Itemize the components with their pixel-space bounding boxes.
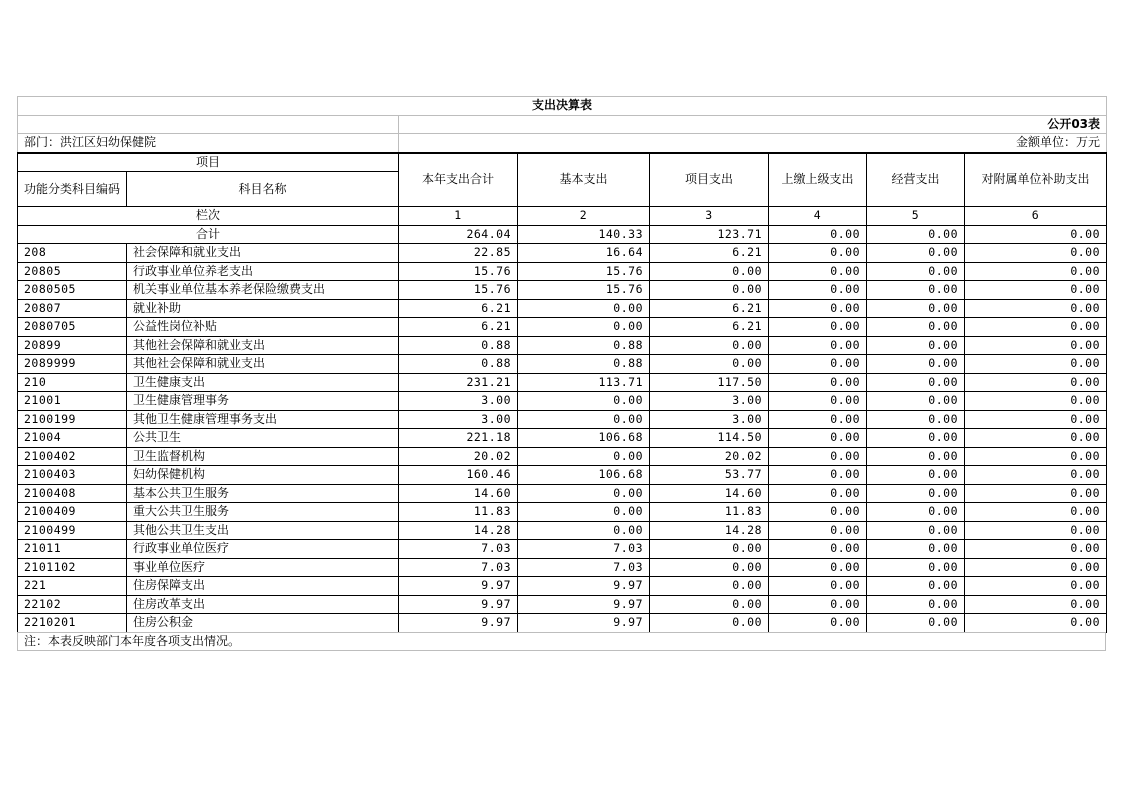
row-name: 其他公共卫生支出 bbox=[127, 521, 399, 540]
row-value: 0.88 bbox=[518, 355, 650, 374]
row-value: 0.00 bbox=[769, 558, 867, 577]
header-col-2: 基本支出 bbox=[518, 153, 650, 207]
row-value: 6.21 bbox=[399, 318, 518, 337]
row-value: 0.00 bbox=[650, 540, 769, 559]
row-name: 就业补助 bbox=[127, 299, 399, 318]
row-value: 0.00 bbox=[769, 503, 867, 522]
row-value: 0.00 bbox=[965, 244, 1107, 263]
table-row bbox=[18, 392, 1107, 411]
row-code: 2101102 bbox=[18, 558, 127, 577]
row-value: 0.00 bbox=[965, 262, 1107, 281]
row-value: 20.02 bbox=[399, 447, 518, 466]
table-row bbox=[18, 484, 1107, 503]
row-value: 16.64 bbox=[518, 244, 650, 263]
row-value: 14.60 bbox=[399, 484, 518, 503]
row-code: 2100199 bbox=[18, 410, 127, 429]
row-value: 0.00 bbox=[769, 521, 867, 540]
table-row bbox=[18, 299, 1107, 318]
row-value: 0.00 bbox=[650, 577, 769, 596]
row-value: 0.00 bbox=[965, 410, 1107, 429]
row-value: 9.97 bbox=[399, 614, 518, 633]
row-value: 0.00 bbox=[965, 484, 1107, 503]
row-value: 9.97 bbox=[399, 577, 518, 596]
row-value: 0.00 bbox=[965, 577, 1107, 596]
row-value: 0.00 bbox=[965, 373, 1107, 392]
header-col-3: 项目支出 bbox=[650, 153, 769, 207]
row-name: 住房改革支出 bbox=[127, 595, 399, 614]
row-name: 卫生监督机构 bbox=[127, 447, 399, 466]
header-col-6: 对附属单位补助支出 bbox=[965, 153, 1107, 207]
row-code: 21001 bbox=[18, 392, 127, 411]
row-value: 11.83 bbox=[399, 503, 518, 522]
row-value: 9.97 bbox=[518, 595, 650, 614]
table-row bbox=[18, 281, 1107, 300]
row-value: 14.60 bbox=[650, 484, 769, 503]
row-value: 0.00 bbox=[965, 336, 1107, 355]
row-code: 210 bbox=[18, 373, 127, 392]
row-value: 3.00 bbox=[399, 410, 518, 429]
row-value: 0.00 bbox=[965, 299, 1107, 318]
total-value: 0.00 bbox=[769, 225, 867, 244]
row-value: 0.00 bbox=[867, 355, 965, 374]
row-code: 2100409 bbox=[18, 503, 127, 522]
row-value: 0.00 bbox=[769, 318, 867, 337]
table-row bbox=[18, 355, 1107, 374]
row-value: 106.68 bbox=[518, 429, 650, 448]
row-value: 3.00 bbox=[650, 392, 769, 411]
table-row bbox=[18, 466, 1107, 485]
row-name: 其他社会保障和就业支出 bbox=[127, 336, 399, 355]
row-value: 9.97 bbox=[518, 614, 650, 633]
row-value: 0.00 bbox=[518, 521, 650, 540]
row-value: 0.00 bbox=[518, 299, 650, 318]
form-number: 公开03表 bbox=[399, 115, 1107, 134]
row-name: 事业单位医疗 bbox=[127, 558, 399, 577]
row-value: 0.00 bbox=[518, 484, 650, 503]
row-value: 0.00 bbox=[867, 558, 965, 577]
row-value: 113.71 bbox=[518, 373, 650, 392]
row-value: 15.76 bbox=[399, 262, 518, 281]
row-value: 7.03 bbox=[518, 540, 650, 559]
row-value: 3.00 bbox=[650, 410, 769, 429]
row-value: 6.21 bbox=[650, 244, 769, 263]
table-row bbox=[18, 429, 1107, 448]
row-name: 住房公积金 bbox=[127, 614, 399, 633]
row-value: 0.00 bbox=[867, 392, 965, 411]
row-value: 0.00 bbox=[769, 614, 867, 633]
row-code: 20899 bbox=[18, 336, 127, 355]
row-value: 15.76 bbox=[518, 262, 650, 281]
row-value: 6.21 bbox=[650, 299, 769, 318]
row-value: 0.00 bbox=[867, 318, 965, 337]
total-value: 0.00 bbox=[867, 225, 965, 244]
row-name: 妇幼保健机构 bbox=[127, 466, 399, 485]
table-title: 支出决算表 bbox=[18, 97, 1107, 116]
header-code: 功能分类科目编码 bbox=[18, 172, 127, 207]
row-value: 0.00 bbox=[867, 429, 965, 448]
row-code: 22102 bbox=[18, 595, 127, 614]
row-code: 2080705 bbox=[18, 318, 127, 337]
row-code: 2100402 bbox=[18, 447, 127, 466]
row-value: 0.00 bbox=[769, 262, 867, 281]
row-value: 0.00 bbox=[965, 595, 1107, 614]
row-value: 0.00 bbox=[769, 484, 867, 503]
row-value: 0.00 bbox=[867, 373, 965, 392]
table-row bbox=[18, 336, 1107, 355]
department-label: 部门：洪江区妇幼保健院 bbox=[18, 134, 399, 153]
row-value: 0.00 bbox=[965, 466, 1107, 485]
total-value: 140.33 bbox=[518, 225, 650, 244]
row-value: 15.76 bbox=[399, 281, 518, 300]
row-value: 0.00 bbox=[965, 540, 1107, 559]
row-value: 0.00 bbox=[518, 392, 650, 411]
total-value: 264.04 bbox=[399, 225, 518, 244]
table-row bbox=[18, 244, 1107, 263]
table-row bbox=[18, 577, 1107, 596]
note-table bbox=[17, 632, 1106, 652]
row-value: 6.21 bbox=[399, 299, 518, 318]
row-value: 0.00 bbox=[965, 392, 1107, 411]
row-value: 0.00 bbox=[867, 262, 965, 281]
row-value: 114.50 bbox=[650, 429, 769, 448]
row-value: 0.88 bbox=[518, 336, 650, 355]
row-value: 0.00 bbox=[867, 410, 965, 429]
table-row bbox=[18, 447, 1107, 466]
total-row bbox=[18, 225, 1107, 244]
row-value: 0.88 bbox=[399, 336, 518, 355]
row-value: 0.00 bbox=[769, 299, 867, 318]
row-name: 社会保障和就业支出 bbox=[127, 244, 399, 263]
row-value: 0.00 bbox=[769, 577, 867, 596]
row-code: 21011 bbox=[18, 540, 127, 559]
row-name: 卫生健康支出 bbox=[127, 373, 399, 392]
row-value: 9.97 bbox=[399, 595, 518, 614]
table-row bbox=[18, 558, 1107, 577]
row-value: 0.00 bbox=[769, 429, 867, 448]
row-name: 其他社会保障和就业支出 bbox=[127, 355, 399, 374]
table-row bbox=[18, 614, 1107, 633]
row-code: 2210201 bbox=[18, 614, 127, 633]
row-value: 0.00 bbox=[867, 299, 965, 318]
expenditure-table bbox=[17, 96, 1107, 633]
row-value: 7.03 bbox=[399, 558, 518, 577]
row-value: 0.00 bbox=[769, 447, 867, 466]
row-value: 0.00 bbox=[650, 355, 769, 374]
row-code: 2089999 bbox=[18, 355, 127, 374]
row-value: 0.00 bbox=[965, 503, 1107, 522]
row-value: 0.00 bbox=[650, 614, 769, 633]
header-col-4: 上缴上级支出 bbox=[769, 153, 867, 207]
row-value: 15.76 bbox=[518, 281, 650, 300]
row-value: 0.00 bbox=[867, 595, 965, 614]
table-row bbox=[18, 318, 1107, 337]
row-code: 20805 bbox=[18, 262, 127, 281]
row-value: 117.50 bbox=[650, 373, 769, 392]
column-number: 5 bbox=[867, 207, 965, 226]
row-value: 0.00 bbox=[769, 281, 867, 300]
row-value: 20.02 bbox=[650, 447, 769, 466]
row-value: 0.00 bbox=[769, 336, 867, 355]
header-col-1: 本年支出合计 bbox=[399, 153, 518, 207]
row-value: 0.00 bbox=[965, 318, 1107, 337]
row-value: 6.21 bbox=[650, 318, 769, 337]
row-value: 0.00 bbox=[769, 244, 867, 263]
row-value: 221.18 bbox=[399, 429, 518, 448]
row-value: 0.00 bbox=[650, 558, 769, 577]
header-project: 项目 bbox=[18, 153, 399, 172]
row-value: 0.00 bbox=[867, 244, 965, 263]
table-row bbox=[18, 262, 1107, 281]
row-value: 0.00 bbox=[867, 281, 965, 300]
row-value: 0.00 bbox=[867, 484, 965, 503]
row-name: 公益性岗位补贴 bbox=[127, 318, 399, 337]
row-value: 0.00 bbox=[650, 595, 769, 614]
row-value: 53.77 bbox=[650, 466, 769, 485]
table-row bbox=[18, 521, 1107, 540]
row-value: 0.00 bbox=[965, 447, 1107, 466]
row-value: 0.00 bbox=[965, 614, 1107, 633]
row-value: 231.21 bbox=[399, 373, 518, 392]
row-value: 0.00 bbox=[769, 410, 867, 429]
row-value: 0.00 bbox=[867, 336, 965, 355]
total-label: 合计 bbox=[18, 225, 399, 244]
row-value: 9.97 bbox=[518, 577, 650, 596]
row-value: 0.00 bbox=[518, 447, 650, 466]
row-value: 14.28 bbox=[650, 521, 769, 540]
row-name: 住房保障支出 bbox=[127, 577, 399, 596]
row-name: 机关事业单位基本养老保险缴费支出 bbox=[127, 281, 399, 300]
row-code: 2100408 bbox=[18, 484, 127, 503]
row-value: 0.00 bbox=[769, 373, 867, 392]
row-value: 0.00 bbox=[650, 336, 769, 355]
expenditure-statement-sheet bbox=[17, 96, 1106, 651]
table-row bbox=[18, 373, 1107, 392]
row-name: 行政事业单位医疗 bbox=[127, 540, 399, 559]
table-row bbox=[18, 595, 1107, 614]
row-name: 公共卫生 bbox=[127, 429, 399, 448]
row-code: 21004 bbox=[18, 429, 127, 448]
row-value: 0.00 bbox=[518, 318, 650, 337]
row-value: 160.46 bbox=[399, 466, 518, 485]
table-row bbox=[18, 540, 1107, 559]
row-value: 0.88 bbox=[399, 355, 518, 374]
row-code: 2100403 bbox=[18, 466, 127, 485]
row-code: 221 bbox=[18, 577, 127, 596]
row-value: 0.00 bbox=[518, 503, 650, 522]
header-name: 科目名称 bbox=[127, 172, 399, 207]
row-value: 0.00 bbox=[867, 540, 965, 559]
row-name: 其他卫生健康管理事务支出 bbox=[127, 410, 399, 429]
row-value: 0.00 bbox=[965, 521, 1107, 540]
row-value: 0.00 bbox=[650, 262, 769, 281]
row-value: 0.00 bbox=[965, 281, 1107, 300]
row-value: 22.85 bbox=[399, 244, 518, 263]
row-value: 0.00 bbox=[965, 558, 1107, 577]
row-value: 7.03 bbox=[399, 540, 518, 559]
column-number: 1 bbox=[399, 207, 518, 226]
row-value: 0.00 bbox=[867, 466, 965, 485]
row-value: 0.00 bbox=[867, 614, 965, 633]
row-code: 208 bbox=[18, 244, 127, 263]
row-code: 2080505 bbox=[18, 281, 127, 300]
table-note: 注：本表反映部门本年度各项支出情况。 bbox=[18, 632, 1106, 651]
row-value: 0.00 bbox=[769, 595, 867, 614]
column-number-label: 栏次 bbox=[18, 207, 399, 226]
row-value: 0.00 bbox=[769, 392, 867, 411]
row-name: 行政事业单位养老支出 bbox=[127, 262, 399, 281]
table-row bbox=[18, 410, 1107, 429]
row-value: 7.03 bbox=[518, 558, 650, 577]
row-value: 0.00 bbox=[867, 503, 965, 522]
row-value: 0.00 bbox=[965, 429, 1107, 448]
row-value: 0.00 bbox=[965, 355, 1107, 374]
row-value: 0.00 bbox=[518, 410, 650, 429]
row-name: 重大公共卫生服务 bbox=[127, 503, 399, 522]
row-value: 0.00 bbox=[867, 577, 965, 596]
row-value: 3.00 bbox=[399, 392, 518, 411]
column-number: 6 bbox=[965, 207, 1107, 226]
header-col-5: 经营支出 bbox=[867, 153, 965, 207]
row-value: 0.00 bbox=[769, 540, 867, 559]
row-name: 卫生健康管理事务 bbox=[127, 392, 399, 411]
total-value: 0.00 bbox=[965, 225, 1107, 244]
table-row bbox=[18, 503, 1107, 522]
total-value: 123.71 bbox=[650, 225, 769, 244]
row-value: 0.00 bbox=[769, 466, 867, 485]
blank-cell bbox=[18, 115, 399, 134]
row-name: 基本公共卫生服务 bbox=[127, 484, 399, 503]
row-value: 0.00 bbox=[867, 447, 965, 466]
column-number: 2 bbox=[518, 207, 650, 226]
row-value: 0.00 bbox=[650, 281, 769, 300]
column-number: 3 bbox=[650, 207, 769, 226]
row-value: 14.28 bbox=[399, 521, 518, 540]
row-value: 106.68 bbox=[518, 466, 650, 485]
row-value: 0.00 bbox=[867, 521, 965, 540]
row-value: 11.83 bbox=[650, 503, 769, 522]
row-code: 20807 bbox=[18, 299, 127, 318]
row-code: 2100499 bbox=[18, 521, 127, 540]
row-value: 0.00 bbox=[769, 355, 867, 374]
column-number: 4 bbox=[769, 207, 867, 226]
amount-unit: 金额单位：万元 bbox=[399, 134, 1107, 153]
